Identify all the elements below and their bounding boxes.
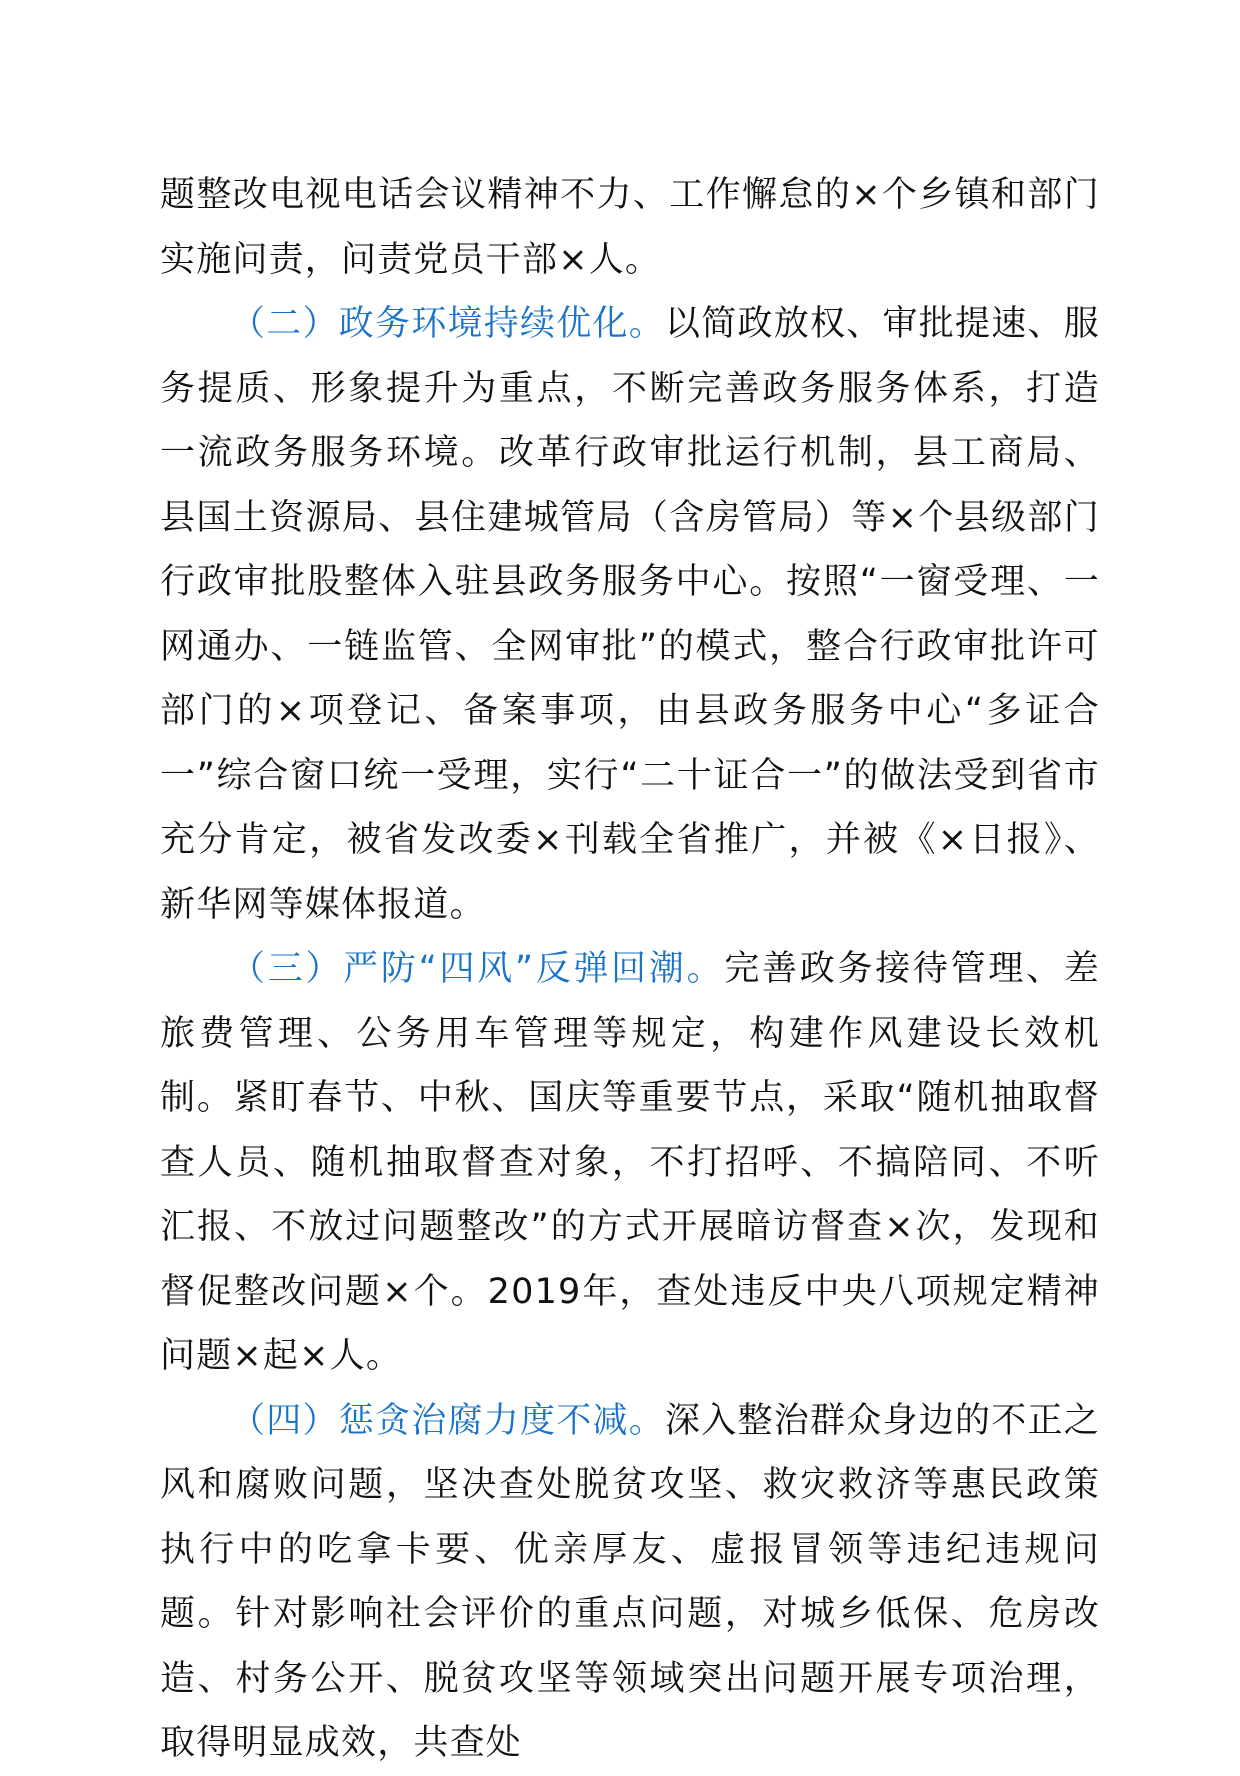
paragraph-continuation [160,163,1100,292]
document-page [160,163,1100,1776]
paragraph-body: 以简政放权、审批提速、服务提质、形象提升为重点，不断完善政务服务体系，打造一流政务服务环境。改革行政审批运行机制，县工商局、县国土资源局、县住建城管局（含房管局）等×个县级部门行政审批股整体入驻县政务服务中心。按照“一窗受理、一网通办、一链监管、全网审批”的模式，整合行政审批许可部门的×项登记、备案事项，由县政务服务中心“多证合一”综合窗口统一受理，实行“二十证合一”的做法受到省市充分肯定，被省发改委×刊载全省推广，并被《×日报》、新华网等媒体报道。 [160,304,1101,925]
paragraph-section-3 [160,937,1100,1389]
paragraph-section-4 [160,1389,1100,1776]
paragraph-section-2 [160,292,1100,937]
paragraph-body: 完善政务接待管理、差旅费管理、公务用车管理等规定，构建作风建设长效机制。紧盯春节、中秋、国庆等重要节点，采取“随机抽取督查人员、随机抽取督查对象，不打招呼、不搞陪同、不听汇报、不放过问题整改”的方式开展暗访督查×次，发现和督促整改问题×个。2019年，查处违反中央八项规定精神问题×起×人。 [160,949,1100,1376]
paragraph-body: 深入整治群众身边的不正之风和腐败问题，坚决查处脱贫攻坚、救灾救济等惠民政策执行中的吃拿卡要、优亲厚友、虚报冒领等违纪违规问题。针对影响社会评价的重点问题，对城乡低保、危房改造、村务公开、脱贫攻坚等领域突出问题开展专项治理，取得明显成效，共查处 [160,1400,1101,1763]
section-heading: （三）严防“四风”反弹回潮。 [230,949,725,989]
paragraph-body: 题整改电视电话会议精神不力、工作懈怠的×个乡镇和部门实施问责，问责党员干部×人。 [160,175,1100,280]
section-heading: （四）惩贪治腐力度不减。 [230,1400,666,1441]
section-heading: （二）政务环境持续优化。 [230,304,666,344]
